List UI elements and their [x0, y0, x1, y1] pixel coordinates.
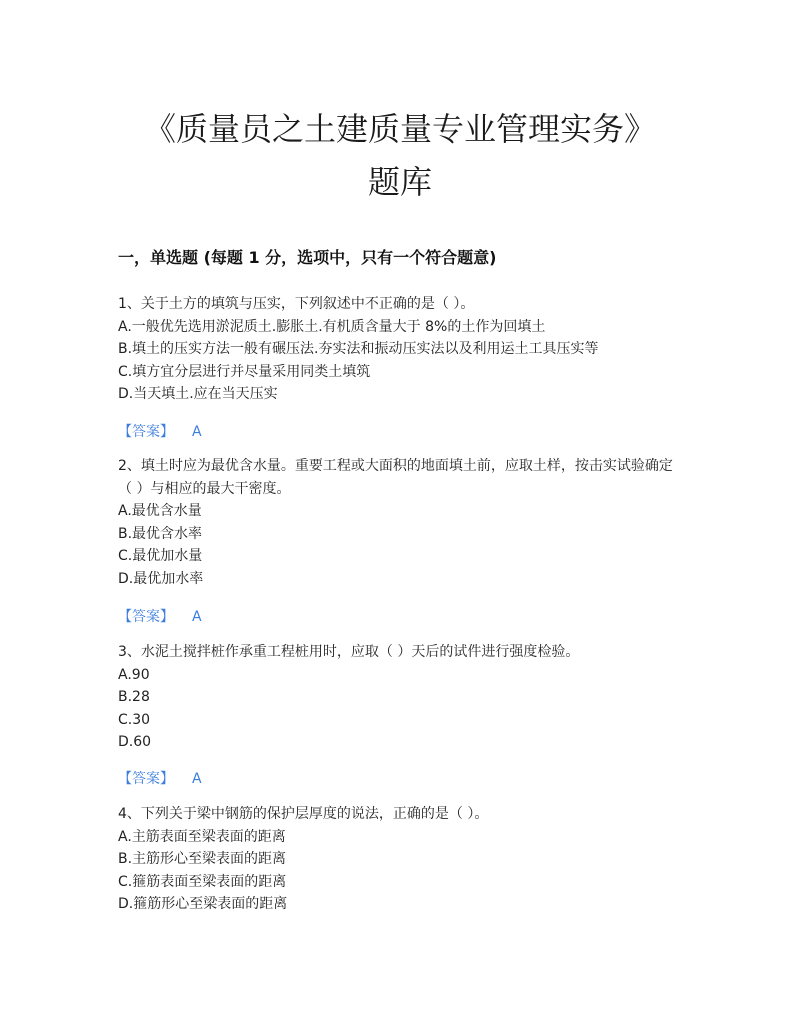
- option-b: B.主筋形心至梁表面的距离: [118, 851, 287, 867]
- question-2: [118, 455, 678, 590]
- option-a: A.90: [118, 666, 150, 683]
- answer-3: [118, 768, 202, 788]
- question-stem: 2、填土时应为最优含水量。重要工程或大面积的地面填土前，应取土样，按击实试验确定（ ）与相应的最大干密度。: [118, 458, 673, 497]
- option-a: A.一般优先选用淤泥质土.膨胀土.有机质含量大于 8%的土作为回填土: [118, 318, 546, 335]
- option-b: B.填土的压实方法一般有碾压法.夯实法和振动压实法以及利用运土工具压实等: [118, 341, 599, 357]
- question-stem: 4、下列关于梁中钢筋的保护层厚度的说法，正确的是（ ）。: [118, 806, 489, 822]
- option-c: C.填方宜分层进行并尽量采用同类土填筑: [118, 363, 371, 380]
- answer-label: 【答案】: [118, 771, 174, 787]
- question-stem: 1、关于土方的填筑与压实，下列叙述中不正确的是（ ）。: [118, 296, 475, 312]
- option-d: D.箍筋形心至梁表面的距离: [118, 896, 288, 912]
- question-1: [118, 293, 678, 406]
- option-d: D.当天填土.应在当天压实: [118, 386, 278, 402]
- option-d: D.最优加水率: [118, 570, 204, 587]
- answer-value: A: [192, 424, 202, 440]
- section-heading: 一，单选题 (每题 1 分，选项中，只有一个符合题意): [118, 248, 497, 267]
- option-c: C.30: [118, 711, 151, 728]
- option-b: B.最优含水率: [118, 525, 203, 542]
- option-a: A.最优含水量: [118, 503, 202, 519]
- question-4: [118, 803, 678, 916]
- option-d: D.60: [118, 734, 152, 750]
- answer-label: 【答案】: [118, 424, 174, 440]
- question-stem: 3、水泥土搅拌桩作承重工程桩用时，应取（ ）天后的试件进行强度检验。: [118, 644, 580, 660]
- answer-value: A: [192, 771, 202, 787]
- answer-1: [118, 421, 202, 441]
- answer-2: [118, 606, 202, 626]
- document-subtitle: 题库: [367, 163, 432, 201]
- option-c: C.最优加水量: [118, 548, 203, 564]
- document-title: 《质量员之土建质量专业管理实务》: [143, 110, 656, 148]
- answer-label: 【答案】: [118, 609, 174, 625]
- question-3: [118, 641, 678, 754]
- answer-value: A: [192, 609, 202, 625]
- option-b: B.28: [118, 689, 150, 705]
- option-a: A.主筋表面至梁表面的距离: [118, 828, 286, 845]
- option-c: C.箍筋表面至梁表面的距离: [118, 873, 287, 890]
